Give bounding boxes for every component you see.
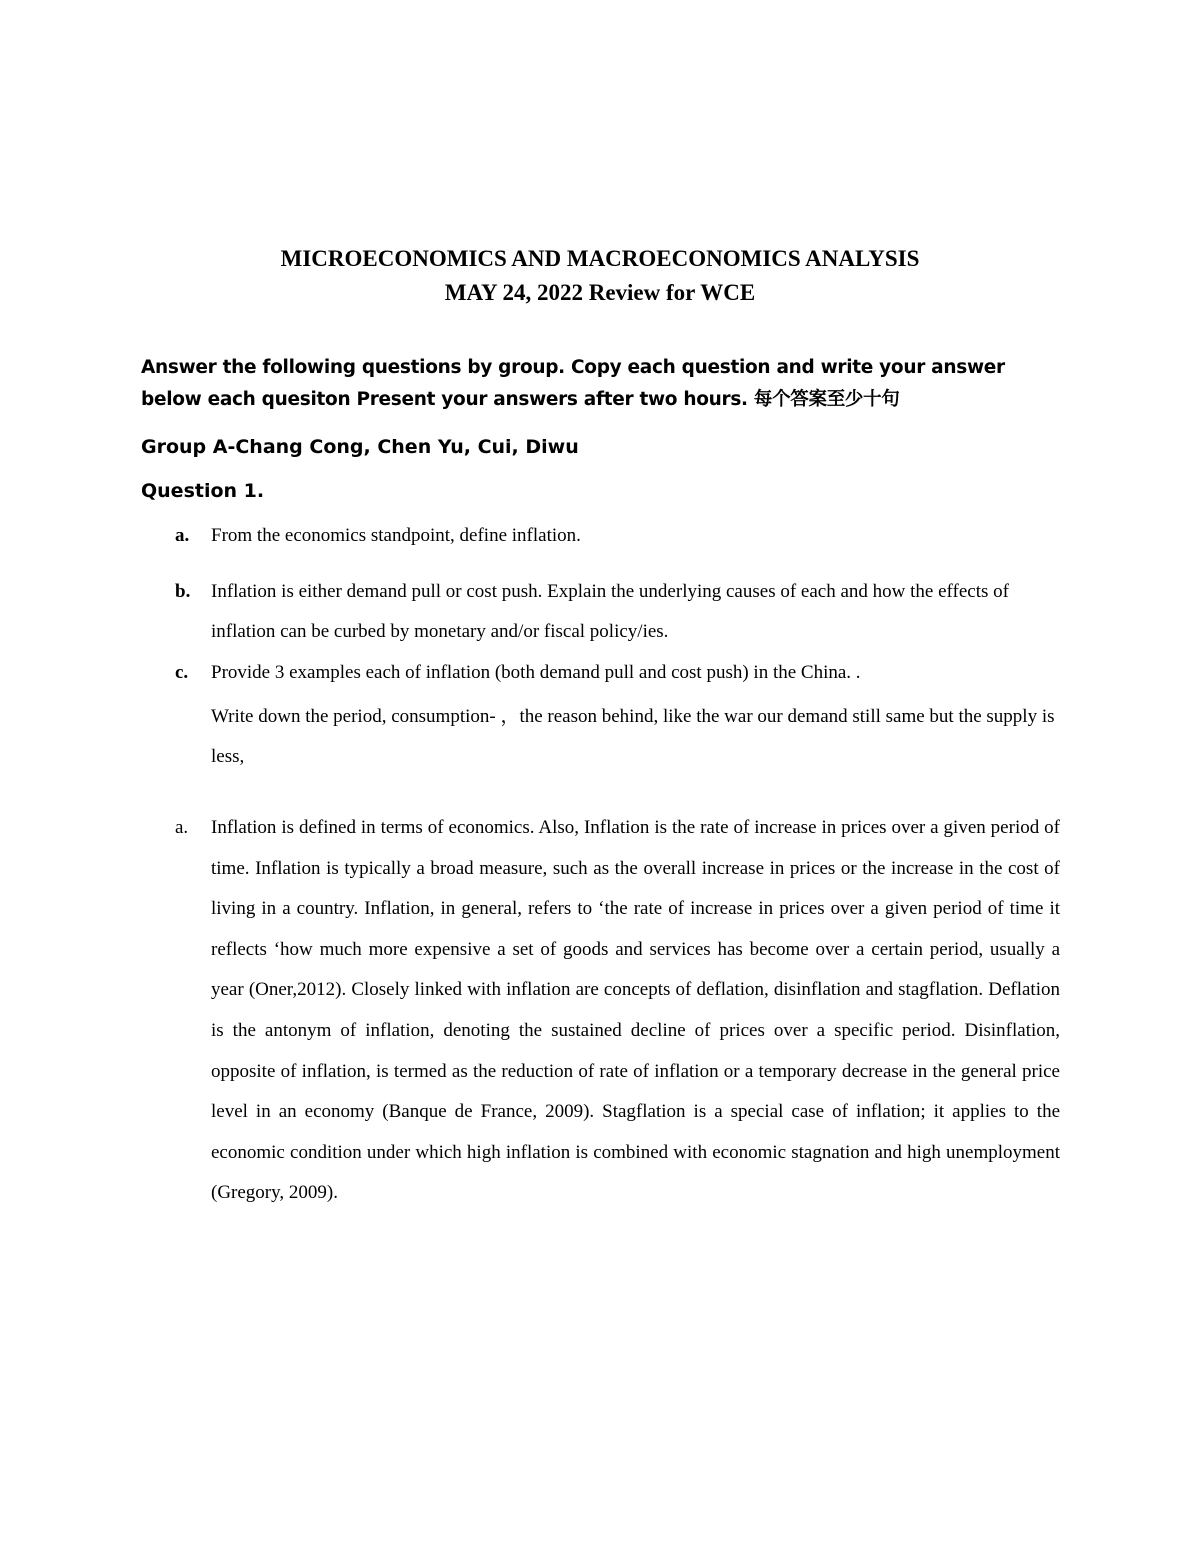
answer-text: Inflation is defined in terms of economics. Also, Inflation is the rate of increase in prices over a given period of time. Inflation is typically a broad measure, such as the overall increase in prices or the increase in the cost of living in a country. Inflation, in general, refers to ‘the rate of increase in prices over a given period of time it reflects ‘how much more expensive a set of goods and services has become over a certain period, usually a year (Oner,2012). Closely linked with inflation are concepts of deflation, disinflation and stagflation. Deflation is the antonym of inflation, denoting the sustained decline of prices over a specific period. Disinflation, opposite of inflation, is termed as the reduction of rate of inflation or a temporary decrease in the general price level in an economy (Banque de France, 2009). Stagflation is a special case of inflation; it applies to the economic condition under which high inflation is combined with economic stagnation and high unemployment (Gregory, 2009). (211, 817, 1060, 1204)
answer-letter: a. (175, 817, 189, 838)
answer-item-a (175, 808, 1060, 1214)
question-note: Write down the period, consumption- ，the reason behind, like the war our demand still same but the supply is less, (211, 706, 1055, 767)
document-subtitle: MAY 24, 2022 Review for WCE (444, 280, 756, 305)
document-title: MICROECONOMICS AND MACROECONOMICS ANALYSIS (280, 246, 920, 271)
question-text: Provide 3 examples each of inflation (both demand pull and cost push) in the China. . (211, 662, 861, 683)
question-item-c (175, 653, 1055, 777)
question-letter: b. (175, 581, 191, 602)
question-item-a (175, 516, 1055, 556)
group-members: Group A-Chang Cong, Chen Yu, Cui, Diwu (141, 436, 579, 458)
instructions-paragraph: Answer the following questions by group. Copy each question and write your answer below each quesiton Present your answers after two hours. 每个答案至少十句 (141, 357, 1005, 410)
question-heading: Question 1. (141, 480, 265, 502)
question-letter: a. (175, 525, 190, 546)
question-item-b (175, 572, 1055, 652)
question-letter: c. (175, 662, 189, 683)
question-text: Inflation is either demand pull or cost push. Explain the underlying causes of each and how the effects of inflation can be curbed by monetary and/or fiscal policy/ies. (211, 581, 1009, 642)
question-text: From the economics standpoint, define inflation. (211, 525, 581, 546)
